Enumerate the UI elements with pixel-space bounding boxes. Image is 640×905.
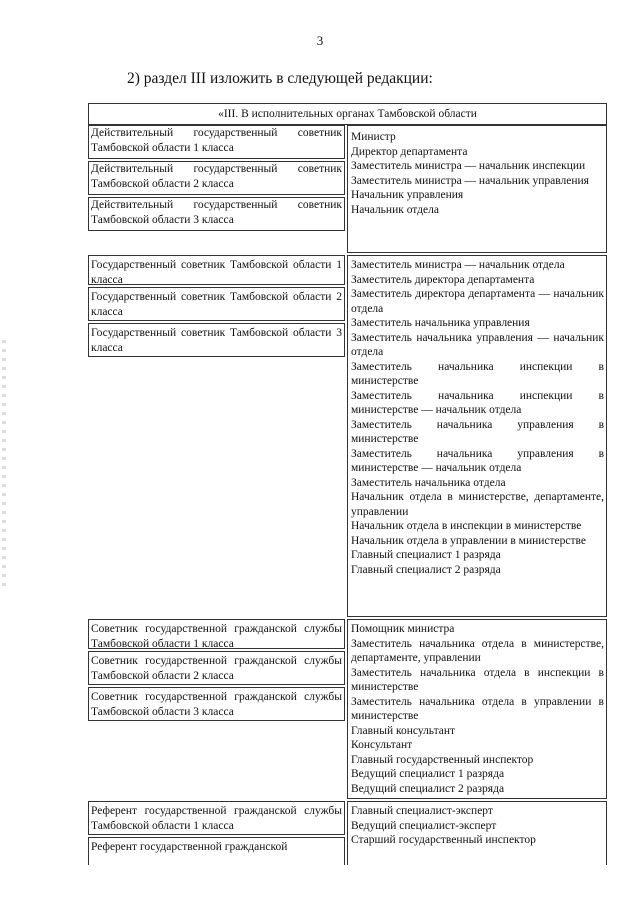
table-header: «III. В исполнительных органах Тамбовской области [88,103,607,125]
positions-cell [347,255,607,617]
positions-cell [347,125,607,253]
position-item: Заместитель начальника управления в министерстве [351,418,604,445]
position-item: Консультант [351,739,413,751]
position-item: Ведущий специалист-эксперт [351,819,497,832]
position-item: Заместитель начальника отдела в инспекции в министерстве [351,666,604,693]
page-number: 3 [316,33,324,48]
intro-paragraph: 2) раздел III изложить в следующей редакции: [127,70,433,87]
position-item: Ведущий специалист 1 разряда [351,768,505,780]
rank-cell: Государственный советник Тамбовской области 3 класса [88,323,345,357]
position-item: Главный специалист 1 разряда [351,549,501,561]
position-item: Заместитель начальника отдела [351,476,506,489]
position-item: Заместитель начальника управления в министерстве — начальник отдела [351,447,604,474]
rank-cell: Действительный государственный советник Тамбовской области 1 класса [88,125,345,159]
position-item: Заместитель начальника управления [351,317,530,329]
position-item: Заместитель министра — начальник инспекции [351,160,586,172]
rank-cell: Действительный государственный советник Тамбовской области 3 класса [88,197,345,231]
position-item: Начальник отдела в министерстве, департаменте, управлении [351,491,604,518]
ranks-table [88,103,607,905]
rank-cell: Советник государственной гражданской службы Тамбовской области 2 класса [88,651,345,685]
position-item: Заместитель министра — начальник отдела [351,259,565,271]
position-item: Начальник отдела в инспекции в министерстве [351,520,582,532]
rank-cell: Государственный советник Тамбовской области 1 класса [88,255,345,285]
position-item: Помощник министра [351,623,455,635]
position-item: Начальник отдела [351,203,439,216]
positions-cell [347,619,607,799]
margin-scan-artifact [2,340,6,590]
position-item: Заместитель директора департамента [351,273,535,286]
rank-cell: Референт государственной гражданской [88,837,345,865]
position-item: Главный государственный инспектор [351,753,534,766]
position-item: Заместитель начальника отдела в управлении в министерстве [351,695,604,722]
position-item: Заместитель министра — начальник управления [351,174,589,187]
position-item: Главный специалист-эксперт [351,805,493,817]
position-item: Начальник управления [351,189,464,201]
position-item: Заместитель директора департамента — начальник отдела [351,288,604,315]
position-item: Ведущий специалист 2 разряда [351,782,505,795]
rank-cell: Действительный государственный советник Тамбовской области 2 класса [88,161,345,195]
rank-cell: Референт государственной гражданской службы Тамбовской области 1 класса [88,801,345,835]
position-item: Заместитель начальника инспекции в министерстве [351,360,604,387]
position-item: Главный специалист 2 разряда [351,563,501,576]
position-item: Заместитель начальника инспекции в министерстве — начальник отдела [351,389,604,416]
position-item: Заместитель начальника отдела в министерстве, департаменте, управлении [351,637,604,664]
position-item: Главный консультант [351,724,456,737]
position-item: Старший государственный инспектор [351,834,536,846]
position-item: Заместитель начальника управления — начальник отдела [351,331,604,358]
positions-cell [347,801,607,865]
rank-cell: Государственный советник Тамбовской области 2 класса [88,287,345,321]
rank-cell: Советник государственной гражданской службы Тамбовской области 3 класса [88,687,345,721]
position-item: Директор департамента [351,145,468,158]
position-item: Министр [351,131,396,143]
rank-cell: Советник государственной гражданской службы Тамбовской области 1 класса [88,619,345,649]
position-item: Начальник отдела в управлении в министерстве [351,534,586,547]
